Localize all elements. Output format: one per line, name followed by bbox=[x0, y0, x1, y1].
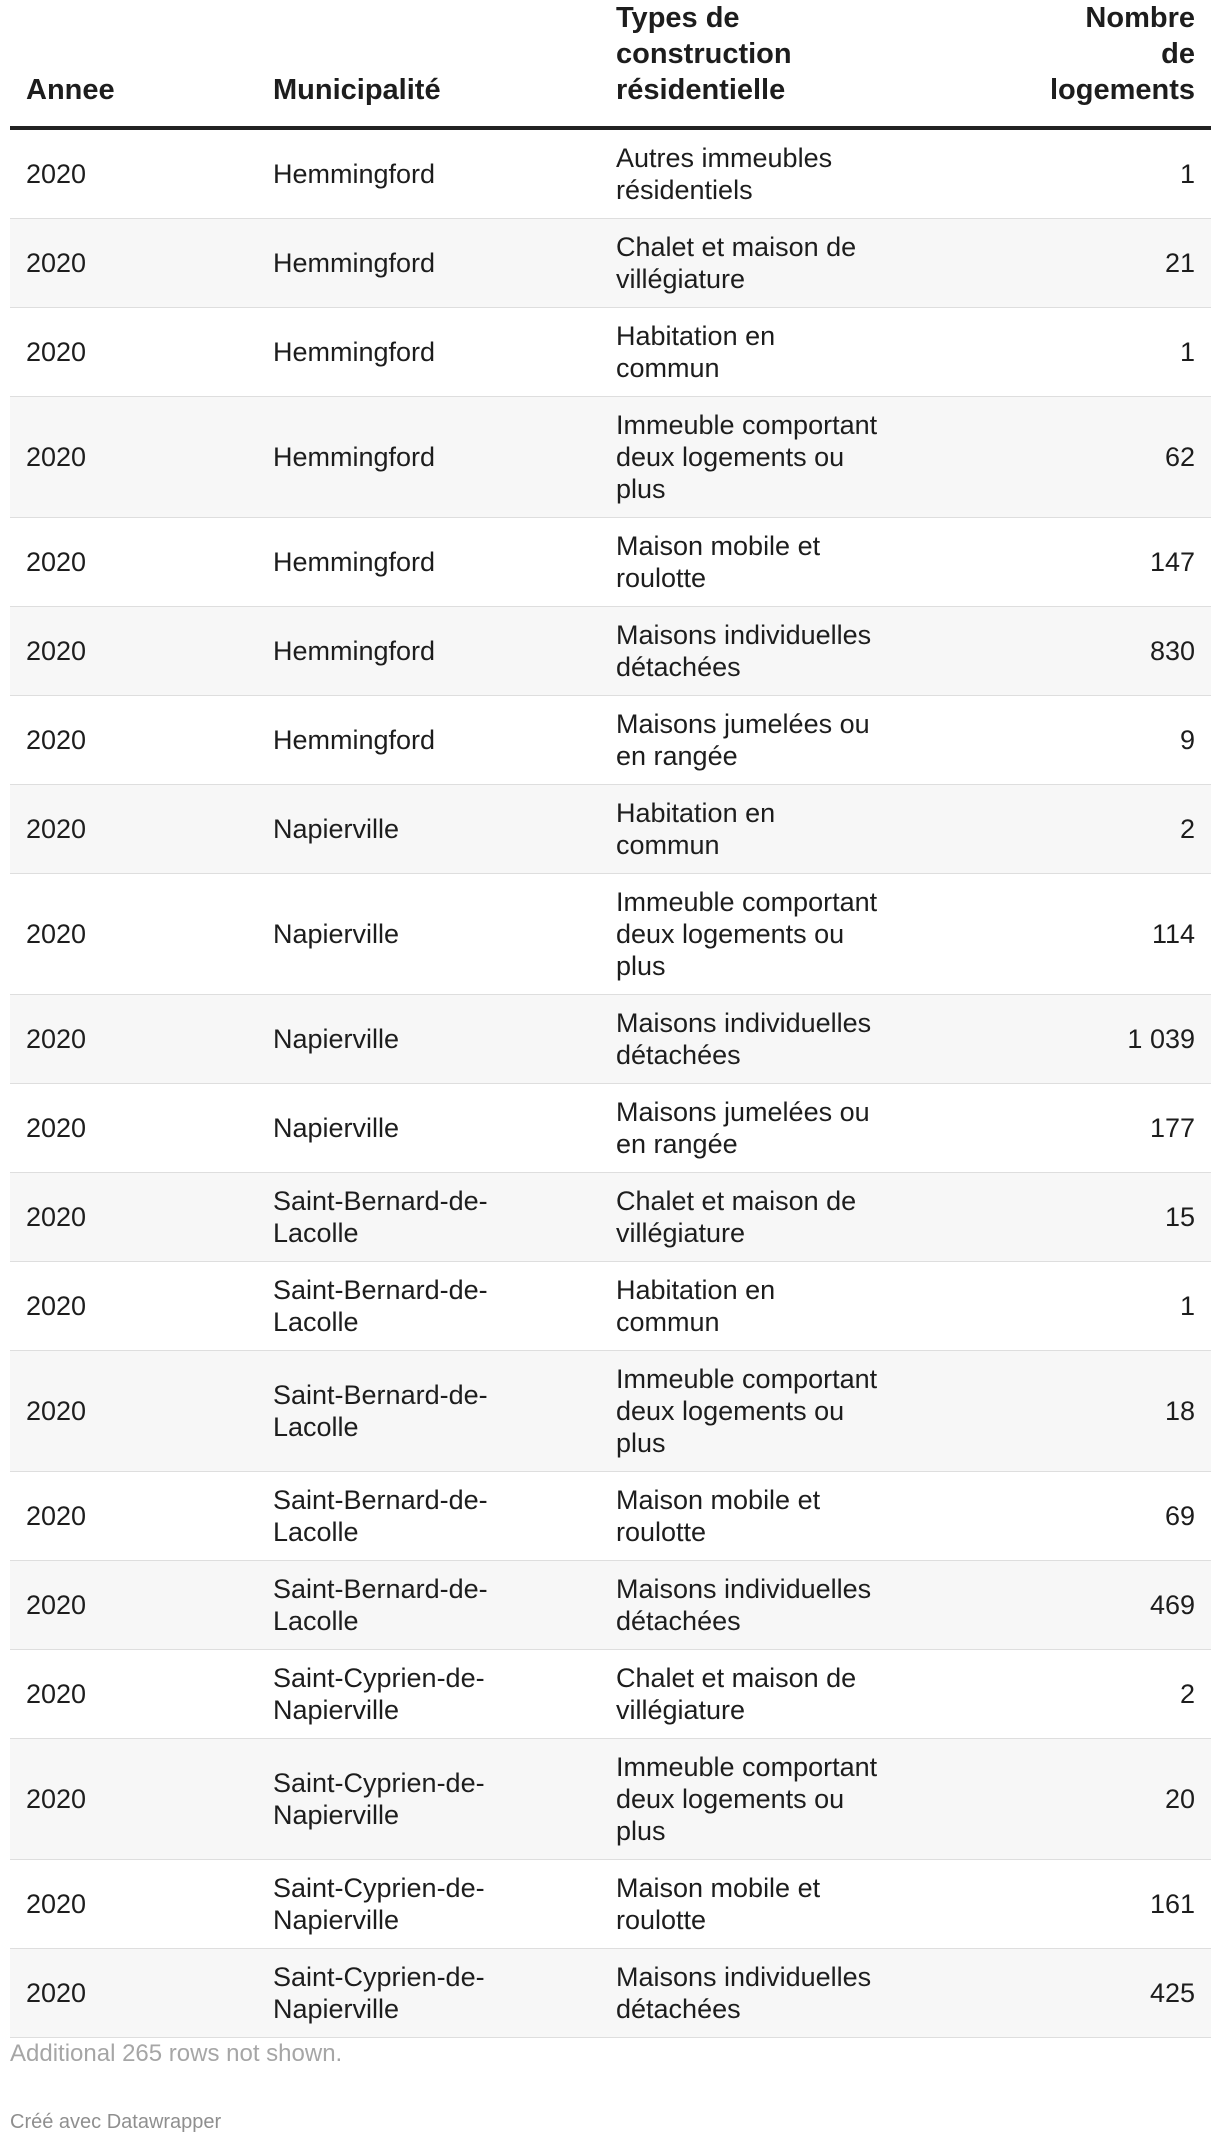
cell-annee: 2020 bbox=[10, 696, 257, 785]
cell-nombre: 147 bbox=[900, 518, 1211, 607]
cell-nombre: 62 bbox=[900, 397, 1211, 518]
table-row bbox=[10, 1262, 1211, 1351]
table-row bbox=[10, 1561, 1211, 1650]
cell-type: Immeuble comportant deux logements ou plus bbox=[600, 874, 900, 995]
cell-type: Maisons individuelles détachées bbox=[600, 1949, 900, 2038]
cell-municipalite: Saint-Cyprien-de-Napierville bbox=[257, 1949, 600, 2038]
cell-municipalite: Saint-Cyprien-de-Napierville bbox=[257, 1739, 600, 1860]
cell-nombre: 69 bbox=[900, 1472, 1211, 1561]
cell-nombre: 1 bbox=[900, 128, 1211, 219]
cell-type: Maisons individuelles détachées bbox=[600, 995, 900, 1084]
cell-municipalite: Saint-Bernard-de-Lacolle bbox=[257, 1262, 600, 1351]
table-row bbox=[10, 397, 1211, 518]
cell-annee: 2020 bbox=[10, 874, 257, 995]
cell-municipalite: Saint-Bernard-de-Lacolle bbox=[257, 1351, 600, 1472]
header-municipalite[interactable]: Municipalité bbox=[257, 0, 600, 128]
cell-municipalite: Napierville bbox=[257, 995, 600, 1084]
cell-nombre: 15 bbox=[900, 1173, 1211, 1262]
table-row bbox=[10, 518, 1211, 607]
table-row bbox=[10, 1860, 1211, 1949]
cell-nombre: 830 bbox=[900, 607, 1211, 696]
cell-annee: 2020 bbox=[10, 1084, 257, 1173]
table-row bbox=[10, 1084, 1211, 1173]
cell-type: Immeuble comportant deux logements ou plus bbox=[600, 1739, 900, 1860]
cell-type: Immeuble comportant deux logements ou plus bbox=[600, 397, 900, 518]
cell-type: Immeuble comportant deux logements ou plus bbox=[600, 1351, 900, 1472]
cell-municipalite: Hemmingford bbox=[257, 607, 600, 696]
cell-nombre: 9 bbox=[900, 696, 1211, 785]
table-row bbox=[10, 995, 1211, 1084]
cell-type: Maisons jumelées ou en rangée bbox=[600, 1084, 900, 1173]
cell-nombre: 469 bbox=[900, 1561, 1211, 1650]
cell-municipalite: Hemmingford bbox=[257, 219, 600, 308]
cell-municipalite: Saint-Bernard-de-Lacolle bbox=[257, 1561, 600, 1650]
cell-nombre: 2 bbox=[900, 785, 1211, 874]
table-row bbox=[10, 1351, 1211, 1472]
table-row bbox=[10, 1173, 1211, 1262]
cell-annee: 2020 bbox=[10, 1561, 257, 1650]
cell-type: Autres immeubles résidentiels bbox=[600, 128, 900, 219]
cell-type: Chalet et maison de villégiature bbox=[600, 1173, 900, 1262]
table-row bbox=[10, 128, 1211, 219]
cell-annee: 2020 bbox=[10, 1739, 257, 1860]
cell-type: Maisons individuelles détachées bbox=[600, 607, 900, 696]
cell-municipalite: Hemmingford bbox=[257, 397, 600, 518]
cell-nombre: 114 bbox=[900, 874, 1211, 995]
table-row bbox=[10, 785, 1211, 874]
cell-municipalite: Saint-Cyprien-de-Napierville bbox=[257, 1860, 600, 1949]
cell-municipalite: Saint-Cyprien-de-Napierville bbox=[257, 1650, 600, 1739]
cell-annee: 2020 bbox=[10, 1173, 257, 1262]
cell-type: Chalet et maison de villégiature bbox=[600, 219, 900, 308]
cell-annee: 2020 bbox=[10, 607, 257, 696]
cell-type: Maison mobile et roulotte bbox=[600, 1860, 900, 1949]
cell-municipalite: Napierville bbox=[257, 785, 600, 874]
cell-annee: 2020 bbox=[10, 128, 257, 219]
table-row bbox=[10, 1650, 1211, 1739]
cell-annee: 2020 bbox=[10, 308, 257, 397]
cell-annee: 2020 bbox=[10, 1351, 257, 1472]
cell-municipalite: Saint-Bernard-de-Lacolle bbox=[257, 1173, 600, 1262]
header-annee[interactable]: Annee bbox=[10, 0, 257, 128]
cell-municipalite: Hemmingford bbox=[257, 308, 600, 397]
cell-nombre: 1 bbox=[900, 308, 1211, 397]
cell-annee: 2020 bbox=[10, 1949, 257, 2038]
cell-type: Habitation en commun bbox=[600, 308, 900, 397]
table-header-row bbox=[10, 0, 1211, 128]
cell-nombre: 1 039 bbox=[900, 995, 1211, 1084]
table-row bbox=[10, 607, 1211, 696]
data-table bbox=[10, 0, 1211, 2038]
cell-municipalite: Napierville bbox=[257, 874, 600, 995]
table-row bbox=[10, 1472, 1211, 1561]
cell-municipalite: Napierville bbox=[257, 1084, 600, 1173]
cell-annee: 2020 bbox=[10, 1650, 257, 1739]
header-type[interactable]: Types de construction résidentielle bbox=[600, 0, 900, 128]
cell-nombre: 425 bbox=[900, 1949, 1211, 2038]
cell-annee: 2020 bbox=[10, 995, 257, 1084]
cell-nombre: 177 bbox=[900, 1084, 1211, 1173]
cell-nombre: 20 bbox=[900, 1739, 1211, 1860]
cell-annee: 2020 bbox=[10, 518, 257, 607]
cell-type: Habitation en commun bbox=[600, 1262, 900, 1351]
cell-annee: 2020 bbox=[10, 219, 257, 308]
cell-type: Maison mobile et roulotte bbox=[600, 518, 900, 607]
cell-nombre: 161 bbox=[900, 1860, 1211, 1949]
table-row bbox=[10, 308, 1211, 397]
cell-annee: 2020 bbox=[10, 397, 257, 518]
table-row bbox=[10, 1739, 1211, 1860]
table-row bbox=[10, 219, 1211, 308]
cell-type: Maison mobile et roulotte bbox=[600, 1472, 900, 1561]
table-row bbox=[10, 1949, 1211, 2038]
datawrapper-credit[interactable]: Créé avec Datawrapper bbox=[10, 2111, 222, 2133]
cell-type: Maisons individuelles détachées bbox=[600, 1561, 900, 1650]
cell-type: Chalet et maison de villégiature bbox=[600, 1650, 900, 1739]
cell-nombre: 1 bbox=[900, 1262, 1211, 1351]
cell-municipalite: Hemmingford bbox=[257, 696, 600, 785]
cell-municipalite: Saint-Bernard-de-Lacolle bbox=[257, 1472, 600, 1561]
table-row bbox=[10, 874, 1211, 995]
cell-municipalite: Hemmingford bbox=[257, 128, 600, 219]
cell-municipalite: Hemmingford bbox=[257, 518, 600, 607]
cell-annee: 2020 bbox=[10, 785, 257, 874]
rows-hidden-note: Additional 265 rows not shown. bbox=[10, 2040, 343, 2067]
cell-type: Habitation en commun bbox=[600, 785, 900, 874]
cell-annee: 2020 bbox=[10, 1262, 257, 1351]
table-container bbox=[10, 0, 1211, 2038]
cell-annee: 2020 bbox=[10, 1860, 257, 1949]
cell-nombre: 21 bbox=[900, 219, 1211, 308]
cell-nombre: 2 bbox=[900, 1650, 1211, 1739]
cell-type: Maisons jumelées ou en rangée bbox=[600, 696, 900, 785]
table-row bbox=[10, 696, 1211, 785]
header-nombre[interactable]: Nombre de logements bbox=[900, 0, 1211, 128]
cell-annee: 2020 bbox=[10, 1472, 257, 1561]
cell-nombre: 18 bbox=[900, 1351, 1211, 1472]
